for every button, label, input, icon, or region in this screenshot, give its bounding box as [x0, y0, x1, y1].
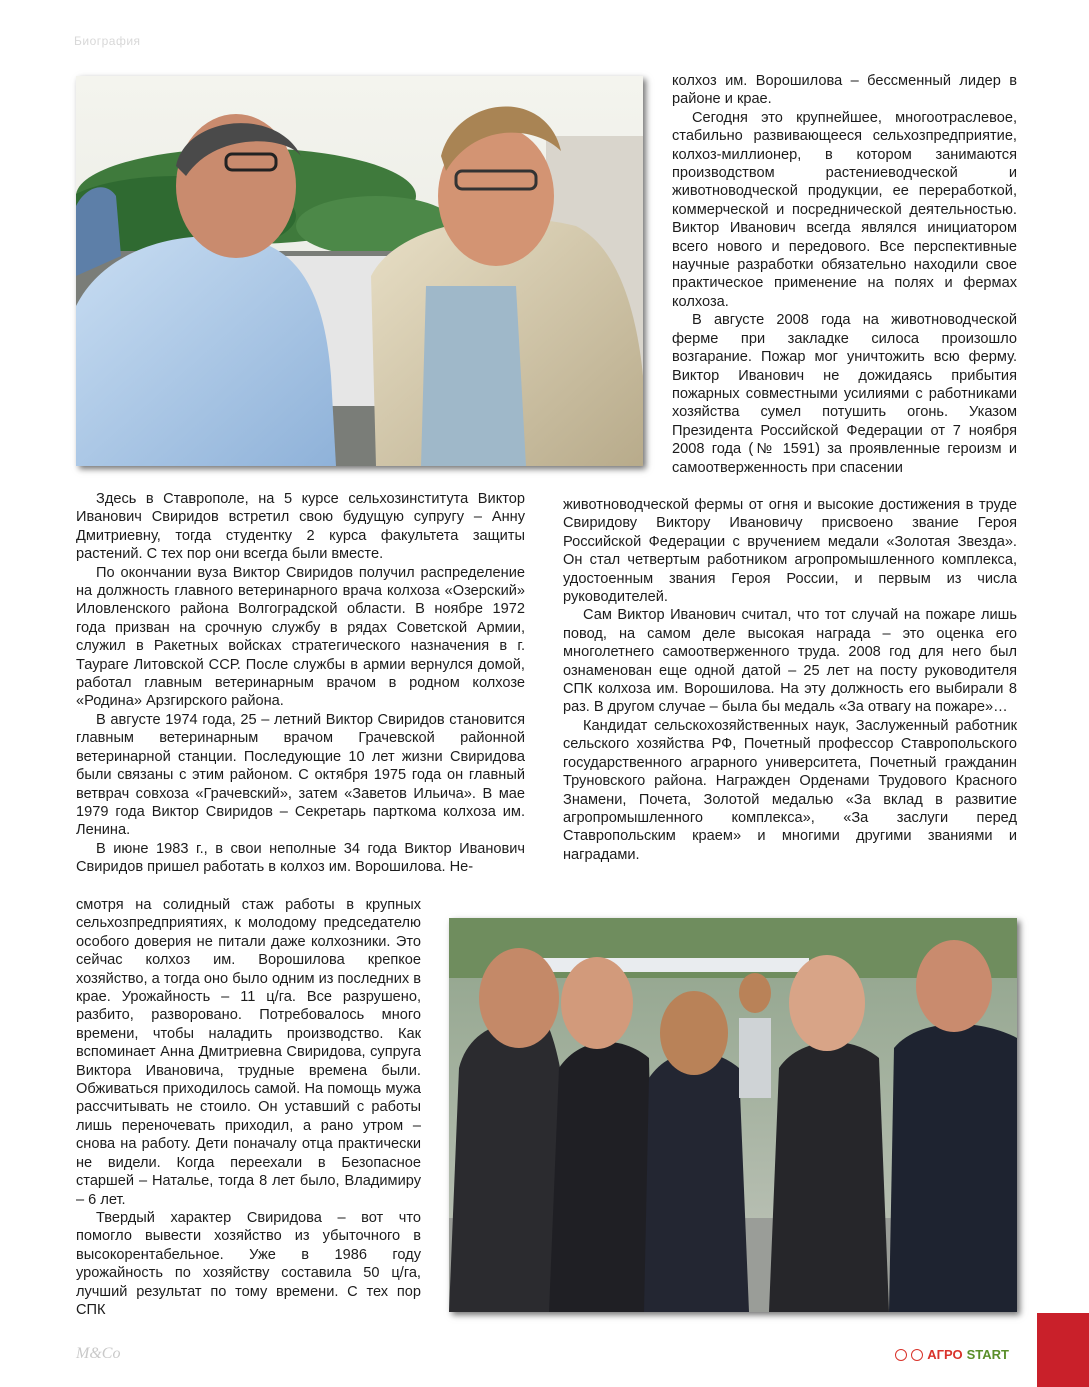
text-column-left-bottom: [76, 896, 421, 1319]
portrait-photo: [76, 76, 643, 466]
section-tag: Биография: [74, 34, 141, 48]
text-column-right-top: [672, 72, 1017, 477]
copyright-icon: [895, 1349, 907, 1361]
text-column-left-top: [76, 490, 525, 877]
text-column-right-middle: [563, 496, 1017, 864]
brand-part1: АГРО: [927, 1347, 963, 1362]
group-photo: [449, 918, 1017, 1312]
paragraph: В июне 1983 г., в свои неполные 34 года Виктор Иванович Свиридов пришел работать в колхоз им. Ворошилова. Не-: [76, 840, 525, 876]
paragraph: В августе 1974 года, 25 – летний Виктор Свиридов становится главным ветеринарным врачом Грачевской районной ветеринарной станции. Последующие 10 лет жизни Свиридова были связаны с этим районом. С октября 1975 года он главный ветврач совхоза «Грачевский», затем «Заветов Ильича». В мае 1979 года Виктор Свиридов – Секретарь парткома колхоза им. Ленина.: [76, 711, 525, 839]
portrait-photo-icon: [76, 76, 643, 466]
paragraph: животноводческой фермы от огня и высокие достижения в труде Свиридову Виктору Ивановичу присвоено звание Героя Российской Федерации с вручением медали «Золотая Звезда». Он стал четвертым работником агропромышленного комплекса, удостоенным звания Героя России, и первым из числа руководителей.: [563, 497, 1017, 606]
paragraph: Сам Виктор Иванович считал, что тот случай на пожаре лишь повод, на самом деле высокая награда – это оценка его многолетнего самоотверженного труда. 2008 год для него был ознаменован еще одной датой – 25 лет на посту руководителя СПК колхоза им. Ворошилова. На эту должность его выбирали 8 раз. В другом случае – была бы медаль «За отвагу на пожаре»…: [563, 607, 1017, 716]
paragraph: Твердый характер Свиридова – вот что помогло вывести хозяйство из убыточного в высокорентабельное. Уже в 1986 году урожайность по хозяйству составила 50 ц/га, лучший результат по тому времени. С тех пор СПК: [76, 1209, 421, 1318]
paragraph: По окончании вуза Виктор Свиридов получил распределение на должность главного ветеринарного врача колхоза «Озерский» Иловленского района Волгоградской области. В ноябре 1972 года призван на срочную службу в рядах Советской Армии, служил в Ракетных войсках стратегического назначения в г. Таураге Литовской ССР. После службы в армии вернулся домой, работал главным ветеринарным врачом в родном колхозе «Родина» Арзгирского района.: [76, 564, 525, 710]
paragraph: Сегодня это крупнейшее, многоотраслевое, стабильно развивающееся сельхозпредприятие, колхоз-миллионер, в котором занимаются производством растениеводческой и животноводческой продукции, ее переработкой, коммерческой и посреднической деятельностью. Виктор Иванович всегда являлся инициатором всего нового и передового. Все перспективные научные разработки обязательно находили свое практическое применение на полях и фермах колхоза.: [672, 109, 1017, 310]
page-corner-bar: [1037, 1313, 1089, 1387]
paragraph: Здесь в Ставрополе, на 5 курсе сельхозинститута Виктор Иванович Свиридов встретил свою будущую супругу – Анну Дмитриевну, тогда студентку 2 курса факультета защиты растений. С тех пор они всегда были вместе.: [76, 491, 525, 563]
group-photo-icon: [449, 918, 1017, 1312]
footer-publisher: M&Co: [76, 1345, 121, 1362]
paragraph: смотря на солидный стаж работы в крупных сельхозпредприятиях, к молодому председателю особого доверия не питали даже колхозники. Это сейчас колхоз им. Ворошилова крепкое хозяйство, а тогда оно было одним из последних в крае. Урожайность – 11 ц/га. Все разрушено, разбито, разворовано. Потребовалось много времени, чтобы наладить производство. Как вспоминает Анна Дмитриевна Свиридова, супруга Виктора Ивановича, трудные времена были. Обживаться приходилось самой. На помощь мужа рассчитывать не стоило. Он уставший с работы лишь переночевать приходил, а рано утром – снова на работу. Дети поначалу отца практически не видели. Когда переехали в Безопасное старшей – Наталье, тогда 8 лет было, Владимиру – 6 лет.: [76, 897, 421, 1208]
paragraph: колхоз им. Ворошилова – бессменный лидер в районе и крае.: [672, 73, 1017, 108]
footer-brand: [895, 1347, 1009, 1362]
paragraph: В августе 2008 года на животноводческой ферме при закладке силоса произошло возгарание. Пожар мог уничтожить всю ферму. Виктор Иванович не дожидаясь прибытия пожарных совместными усилиями с работниками хозяйства сумел потушить огонь. Указом Президента Российской Федерации от 7 ноября 2008 года (№ 1591) за проявленные героизм и самоотверженность при спасении: [672, 312, 1017, 476]
paragraph: Кандидат сельскохозяйственных наук, Заслуженный работник сельского хозяйства РФ, Почетный профессор Ставропольского государственного аграрного университета, Почетный гражданин Труновского района. Награжден Орденами Трудового Красного Знамени, Почета, Золотой медалью «За вклад в развитие агропромышленного комплекса», «За заслуги перед Ставропольским краем» и многими другими званиями и наградами.: [563, 717, 1017, 863]
agrostart-logo-icon: [911, 1349, 923, 1361]
brand-part2: START: [966, 1347, 1009, 1362]
